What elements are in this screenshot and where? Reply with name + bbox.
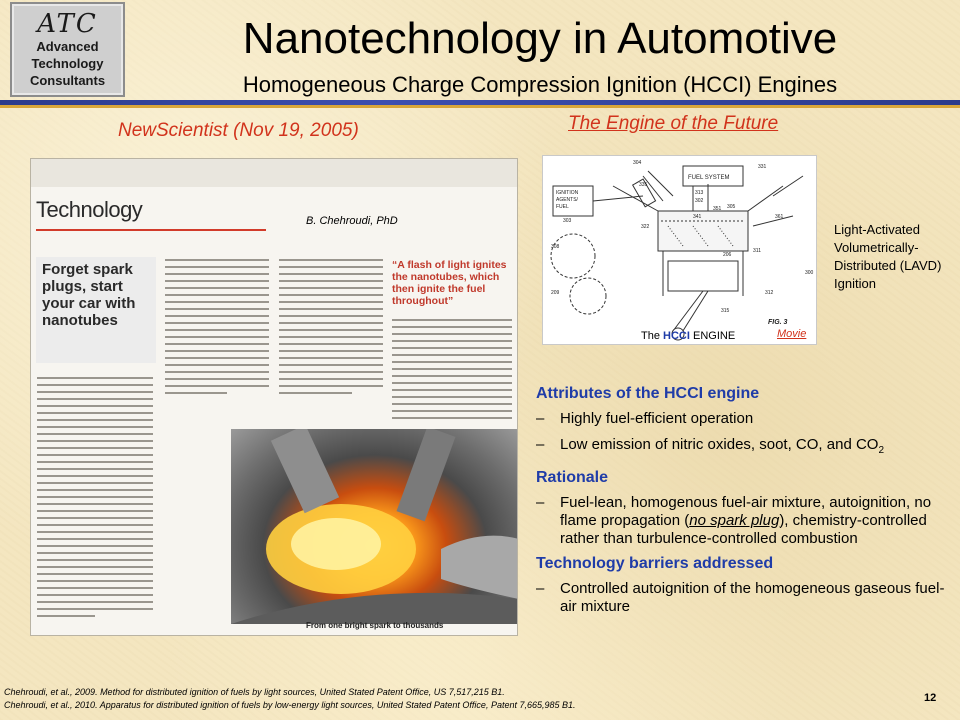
- ref-num: 304: [633, 160, 642, 166]
- reference-2: Chehroudi, et al., 2010. Apparatus for distributed ignition of fuels by low-energy light sources, United Stated Patent Office, Patent 7,665,985 B1.: [4, 700, 576, 710]
- ref-num: 312: [765, 290, 774, 296]
- newscientist-heading: NewScientist (Nov 19, 2005): [118, 120, 359, 141]
- rationale-heading: Rationale: [536, 469, 609, 486]
- newscientist-article-image: [30, 158, 518, 636]
- dash-icon: –: [536, 410, 545, 427]
- dash-icon: –: [536, 580, 545, 597]
- reference-1: Chehroudi, et al., 2009. Method for distributed ignition of fuels by light sources, United Stated Patent Office, US 7,517,215 B1.: [4, 687, 505, 697]
- ref-num: 303: [563, 218, 572, 224]
- ref-num: 311: [753, 248, 761, 254]
- article-text-column-2: [165, 259, 269, 399]
- article-section-rule: [36, 229, 266, 231]
- ref-num: 305: [727, 204, 736, 210]
- ref-num: 209: [551, 290, 560, 296]
- logo-line-3: Consultants: [29, 73, 106, 88]
- no-spark-plug-text: no spark plug: [689, 512, 780, 529]
- page-number: 12: [924, 692, 937, 704]
- article-headline: Forget spark plugs, start your car with nanotubes: [36, 257, 156, 363]
- bullet-low-emission: – Low emission of nitric oxides, soot, CO, and $CO_2$: [536, 436, 885, 456]
- lavd-ignition-label: Light-Activated Volumetrically-Distributed (LAVD) Ignition: [834, 222, 942, 291]
- photo-caption: From one bright spark to thousands: [306, 621, 444, 630]
- attributes-heading: Attributes of the HCCI engine: [536, 385, 760, 402]
- slide-subtitle: Homogeneous Charge Compression Ignition (HCCI) Engines: [242, 72, 838, 97]
- hcci-attributes: [536, 384, 946, 616]
- ref-num: 315: [721, 308, 730, 314]
- hcci-engine-caption: The HCCI ENGINE: [641, 330, 736, 342]
- ref-num: 361: [775, 214, 784, 220]
- ref-num: 322: [641, 224, 650, 230]
- article-section-label: Technology: [36, 197, 143, 222]
- dash-icon: –: [536, 436, 545, 453]
- logo-line-2: Technology: [31, 56, 104, 71]
- atc-logo: [10, 2, 125, 97]
- references: [4, 686, 884, 712]
- flame-photo-illustration: [231, 429, 518, 624]
- fig-label: FIG. 3: [768, 319, 788, 326]
- ref-num: 302: [695, 198, 704, 204]
- ref-num: 308: [551, 244, 560, 250]
- article-text-column-3: [279, 259, 383, 399]
- bullet-fuel-efficient: – Highly fuel-efficient operation: [536, 410, 754, 427]
- article-pull-quote: “A flash of light ignites the nanotubes, which then ignite the fuel throughout”: [392, 259, 507, 307]
- barriers-heading: Technology barriers addressed: [536, 555, 774, 572]
- ref-num: 300: [805, 270, 814, 276]
- ref-num: 206: [723, 252, 732, 258]
- engine-future-heading[interactable]: The Engine of the Future: [568, 113, 779, 134]
- ignition-label-1: IGNITION: [556, 190, 579, 196]
- movie-link[interactable]: Movie: [777, 328, 807, 340]
- bullet-rationale: – Fuel-lean, homogenous fuel-air mixture, autoignition, no flame propagation (no spark plug), chemistry-controlled rather than turbulence-controlled combustion: [536, 494, 932, 547]
- ref-num: 313: [695, 190, 704, 196]
- logo-line-1: Advanced: [36, 39, 99, 54]
- ignition-label-3: FUEL: [556, 204, 569, 210]
- header-rule-gold: [0, 105, 960, 108]
- ref-num: 331: [758, 164, 767, 170]
- article-text-column-1: [37, 377, 153, 622]
- slide-title: Nanotechnology in Automotive: [242, 14, 838, 63]
- engine-flame-photo: [231, 429, 518, 624]
- ignition-label-2: AGENTS/: [556, 197, 578, 203]
- dash-icon: –: [536, 494, 545, 511]
- article-author: B. Chehroudi, PhD: [306, 215, 398, 227]
- engine-schematic: [543, 156, 818, 346]
- fuel-system-label: FUEL SYSTEM: [688, 175, 730, 181]
- ref-num: 351: [713, 206, 722, 212]
- article-text-column-4: [392, 319, 512, 424]
- hcci-engine-diagram: [542, 155, 817, 345]
- logo-script: ATC: [37, 9, 98, 39]
- hcci-word: HCCI: [663, 330, 690, 342]
- bullet-autoignition: – Controlled autoignition of the homogeneous gaseous fuel-air mixture: [536, 580, 945, 615]
- article-top-strip: [31, 159, 517, 187]
- ref-num: 335: [639, 182, 648, 188]
- ref-num: 341: [693, 214, 702, 220]
